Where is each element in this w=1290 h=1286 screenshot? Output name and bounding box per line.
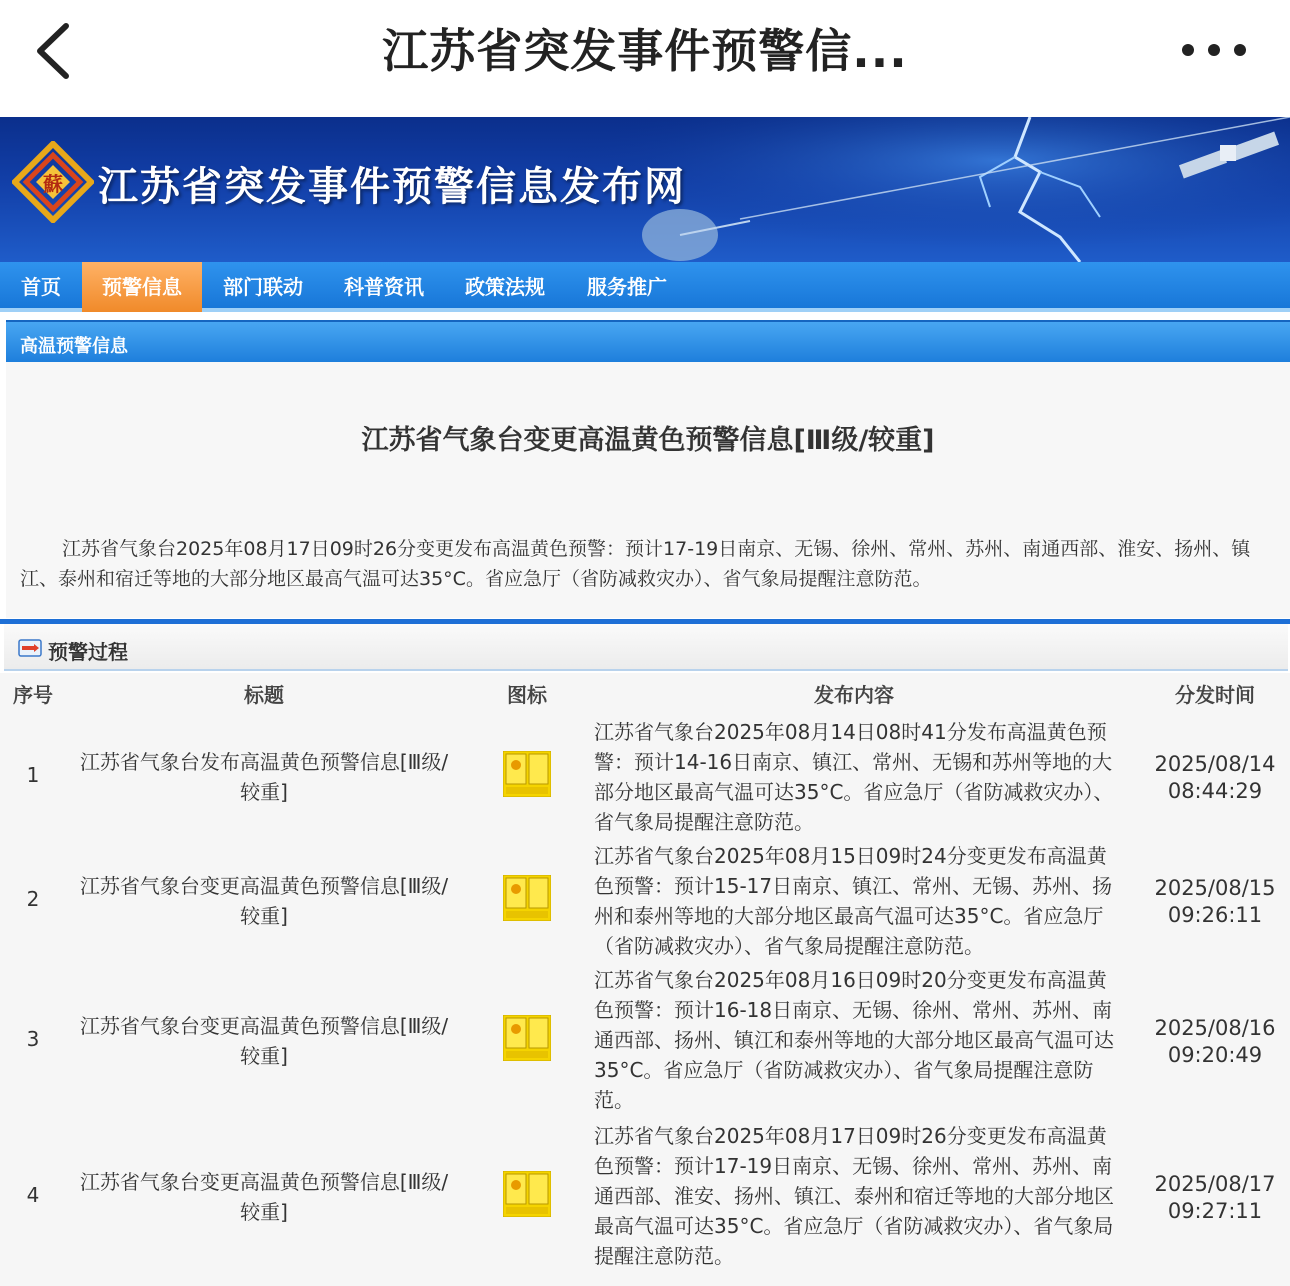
row-title-link[interactable]: 江苏省气象台变更高温黄色预警信息[Ⅲ级/较重]: [79, 874, 449, 928]
row-date: 2025/08/17: [1154, 1172, 1276, 1196]
site-name: 江苏省突发事件预警信息发布网: [98, 164, 686, 210]
row-content: 江苏省气象台2025年08月16日09时20分变更发布高温黄色预警：预计16-18日南京、无锡、徐州、常州、苏州、南通西部、扬州、镇江和泰州等地的大部分地区最高气温可达35°C。省应急厅（省防减救灾办）、省气象局提醒注意防范。: [594, 968, 1114, 1112]
nav-item-science[interactable]: 科普资讯: [344, 275, 424, 299]
row-time: [1140, 1015, 1290, 1069]
row-time: [1140, 751, 1290, 805]
high-temperature-yellow-warning-icon: [503, 1015, 551, 1061]
row-number: 3: [26, 1027, 40, 1051]
row-title[interactable]: [72, 1011, 456, 1071]
chevron-left-icon[interactable]: [30, 20, 80, 82]
nav-item-warning-info[interactable]: 预警信息: [82, 262, 202, 312]
table-row: [0, 1121, 1290, 1281]
app-bar: [0, 0, 1290, 117]
row-clock: 09:27:11: [1167, 1199, 1263, 1223]
process-table: [0, 673, 1290, 1286]
row-time: [1140, 875, 1290, 929]
nav-item-service[interactable]: 服务推广: [587, 275, 667, 299]
row-date: 2025/08/14: [1154, 752, 1276, 776]
row-number: 1: [26, 763, 40, 787]
section-title: 高温预警信息: [20, 336, 128, 357]
row-number: 2: [26, 887, 40, 911]
site-banner: [0, 117, 1290, 262]
row-title-link[interactable]: 江苏省气象台变更高温黄色预警信息[Ⅲ级/较重]: [79, 1014, 449, 1068]
section-header: [6, 320, 1290, 362]
column-header-num: 序号: [13, 683, 53, 707]
row-clock: 09:26:11: [1167, 903, 1263, 927]
row-title-link[interactable]: 江苏省气象台变更高温黄色预警信息[Ⅲ级/较重]: [79, 1170, 449, 1224]
row-date: 2025/08/16: [1154, 1016, 1276, 1040]
svg-text:蘇: 蘇: [43, 172, 63, 196]
site-logo: [12, 141, 94, 223]
nav-item-home[interactable]: 首页: [21, 275, 61, 299]
row-content: 江苏省气象台2025年08月17日09时26分变更发布高温黄色预警：预计17-19日南京、无锡、徐州、常州、苏州、南通西部、淮安、扬州、镇江、泰州和宿迁等地的大部分地区最高气温可达35°C。省应急厅（省防减救灾办）、省气象局提醒注意防范。: [594, 1124, 1114, 1268]
more-horizontal-icon[interactable]: [1176, 30, 1256, 70]
list-icon: [18, 638, 42, 658]
row-clock: 08:44:29: [1167, 779, 1263, 803]
row-content: 江苏省气象台2025年08月14日08时41分发布高温黄色预警：预计14-16日南京、镇江、常州、无锡和苏州等地的大部分地区最高气温可达35°C。省应急厅（省防减救灾办）、省气象局提醒注意防范。: [594, 720, 1114, 834]
process-title: 预警过程: [48, 640, 128, 664]
row-content: 江苏省气象台2025年08月15日09时24分变更发布高温黄色预警：预计15-17日南京、镇江、常州、无锡、苏州、扬州和泰州等地的大部分地区最高气温可达35°C。省应急厅（省防减救灾办）、省气象局提醒注意防范。: [594, 844, 1113, 958]
row-title[interactable]: [72, 747, 456, 807]
table-row: [0, 965, 1290, 1117]
row-title[interactable]: [72, 1167, 456, 1227]
high-temperature-yellow-warning-icon: [503, 751, 551, 797]
main-nav: [0, 262, 1290, 312]
row-date: 2025/08/15: [1154, 876, 1276, 900]
nav-item-policy[interactable]: 政策法规: [465, 275, 545, 299]
warning-article: [6, 362, 1290, 618]
row-clock: 09:20:49: [1167, 1043, 1263, 1067]
column-header-content: 发布内容: [814, 683, 894, 707]
column-header-icon: 图标: [507, 683, 547, 707]
high-temperature-yellow-warning-icon: [503, 1171, 551, 1217]
row-number: 4: [26, 1183, 40, 1207]
column-header-title: 标题: [244, 683, 284, 707]
table-row: [0, 841, 1290, 963]
column-header-time: 分发时间: [1175, 683, 1255, 707]
page-title: 江苏省突发事件预警信...: [382, 24, 908, 78]
process-header: [4, 624, 1288, 671]
nav-item-department-linkage[interactable]: 部门联动: [223, 275, 303, 299]
high-temperature-yellow-warning-icon: [503, 875, 551, 921]
article-title: 江苏省气象台变更高温黄色预警信息[Ⅲ级/较重]: [361, 425, 935, 456]
table-row: [0, 717, 1290, 839]
row-title-link[interactable]: 江苏省气象台发布高温黄色预警信息[Ⅲ级/较重]: [79, 750, 449, 804]
row-title[interactable]: [72, 871, 456, 931]
row-time: [1140, 1171, 1290, 1225]
article-body: 江苏省气象台2025年08月17日09时26分变更发布高温黄色预警：预计17-19日南京、无锡、徐州、常州、苏州、南通西部、淮安、扬州、镇江、泰州和宿迁等地的大部分地区最高气温可达35°C。省应急厅（省防减救灾办）、省气象局提醒注意防范。: [20, 538, 1251, 590]
